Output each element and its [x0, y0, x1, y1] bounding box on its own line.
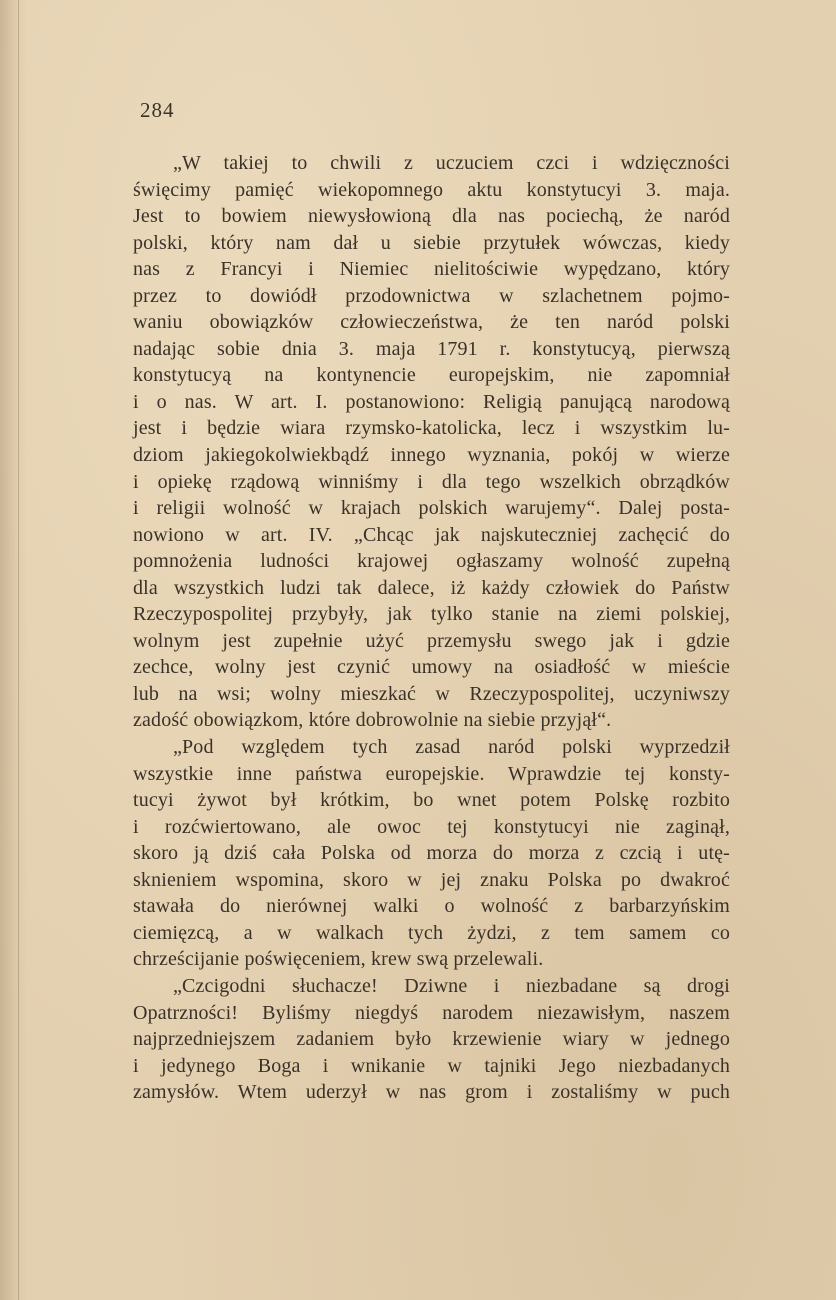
text-line: lub na wsi; wolny mieszkać w Rzeczypospolitej, uczyniwszy	[133, 682, 730, 705]
text-line: chrześcijanie poświęceniem, krew swą przelewali.	[133, 948, 544, 971]
text-line: konstytucyą na kontynencie europejskim, nie zapomniał	[133, 364, 730, 387]
text-line: i rozćwiertowano, ale owoc tej konstytucyi nie zaginął,	[133, 815, 730, 838]
page-number: 284	[140, 98, 175, 122]
text-line: pomnożenia ludności krajowej ogłaszamy wolność zupełną	[133, 550, 730, 573]
text-line: wolnym jest zupełnie użyć przemysłu swego jak i gdzie	[133, 629, 730, 652]
text-line: nadając sobie dnia 3. maja 1791 r. konstytucyą, pierwszą	[133, 337, 730, 360]
text-line: „Pod względem tych zasad naród polski wyprzedził	[173, 736, 730, 759]
text-line: nowiono w art. IV. „Chcąc jak najskuteczniej zachęcić do	[133, 523, 730, 546]
text-line: zadość obowiązkom, które dobrowolnie na siebie przyjął“.	[133, 709, 612, 732]
text-line: święcimy pamięć wiekopomnego aktu konstytucyi 3. maja.	[133, 178, 730, 201]
text-line: stawała do nierównej walki o wolność z barbarzyńskim	[133, 895, 730, 918]
text-line: i opiekę rządową winniśmy i dla tego wszelkich obrządków	[133, 470, 730, 493]
page-binding-edge	[18, 0, 19, 1300]
text-line: jest i będzie wiara rzymsko-katolicka, lecz i wszystkim lu-	[133, 417, 730, 440]
text-line: Jest to bowiem niewysłowioną dla nas pociechą, że naród	[133, 205, 730, 228]
text-line: dziom jakiegokolwiekbądź innego wyznania, pokój w wierze	[133, 444, 730, 467]
text-line: ciemięzcą, a w walkach tych żydzi, z tem samem co	[133, 921, 730, 944]
text-line: Rzeczypospolitej przybyły, jak tylko stanie na ziemi polskiej,	[133, 603, 730, 626]
text-line: „W takiej to chwili z uczuciem czci i wdzięczności	[173, 152, 730, 174]
text-line: najprzedniejszem zadaniem było krzewienie wiary w jednego	[133, 1028, 730, 1051]
text-line: Opatrzności! Byliśmy niegdyś narodem niezawisłym, naszem	[133, 1001, 730, 1024]
text-line: nas z Francyi i Niemiec nielitościwie wypędzano, który	[133, 258, 730, 281]
text-line: skoro ją dziś cała Polska od morza do morza z czcią i utę-	[133, 842, 730, 865]
text-line: zechce, wolny jest czynić umowy na osiadłość w mieście	[133, 656, 730, 679]
text-line: zamysłów. Wtem uderzył w nas grom i zostaliśmy w puch	[133, 1081, 730, 1104]
page-binding-shadow	[0, 0, 28, 1300]
text-line: wszystkie inne państwa europejskie. Wprawdzie tej konsty-	[133, 762, 730, 785]
text-line: polski, który nam dał u siebie przytułek wówczas, kiedy	[133, 231, 730, 254]
text-line: „Czcigodni słuchacze! Dziwne i niezbadane są drogi	[173, 974, 730, 997]
text-line: przez to dowiódł przodownictwa w szlachetnem pojmo-	[133, 284, 730, 307]
text-line: sknieniem wspomina, skoro w jej znaku Polska po dwakroć	[133, 868, 730, 891]
text-line: tucyi żywot był krótkim, bo wnet potem Polskę rozbito	[133, 789, 730, 812]
text-line: i religii wolność w krajach polskich warujemy“. Dalej posta-	[133, 497, 730, 520]
body-text	[133, 150, 730, 1106]
text-line: i jedynego Boga i wnikanie w tajniki Jego niezbadanych	[133, 1054, 730, 1077]
text-line: dla wszystkich ludzi tak dalece, iż każdy człowiek do Państw	[133, 576, 730, 599]
text-line: waniu obowiązków człowieczeństwa, że ten naród polski	[133, 311, 730, 334]
text-line: i o nas. W art. I. postanowiono: Religią panującą narodową	[133, 390, 730, 413]
